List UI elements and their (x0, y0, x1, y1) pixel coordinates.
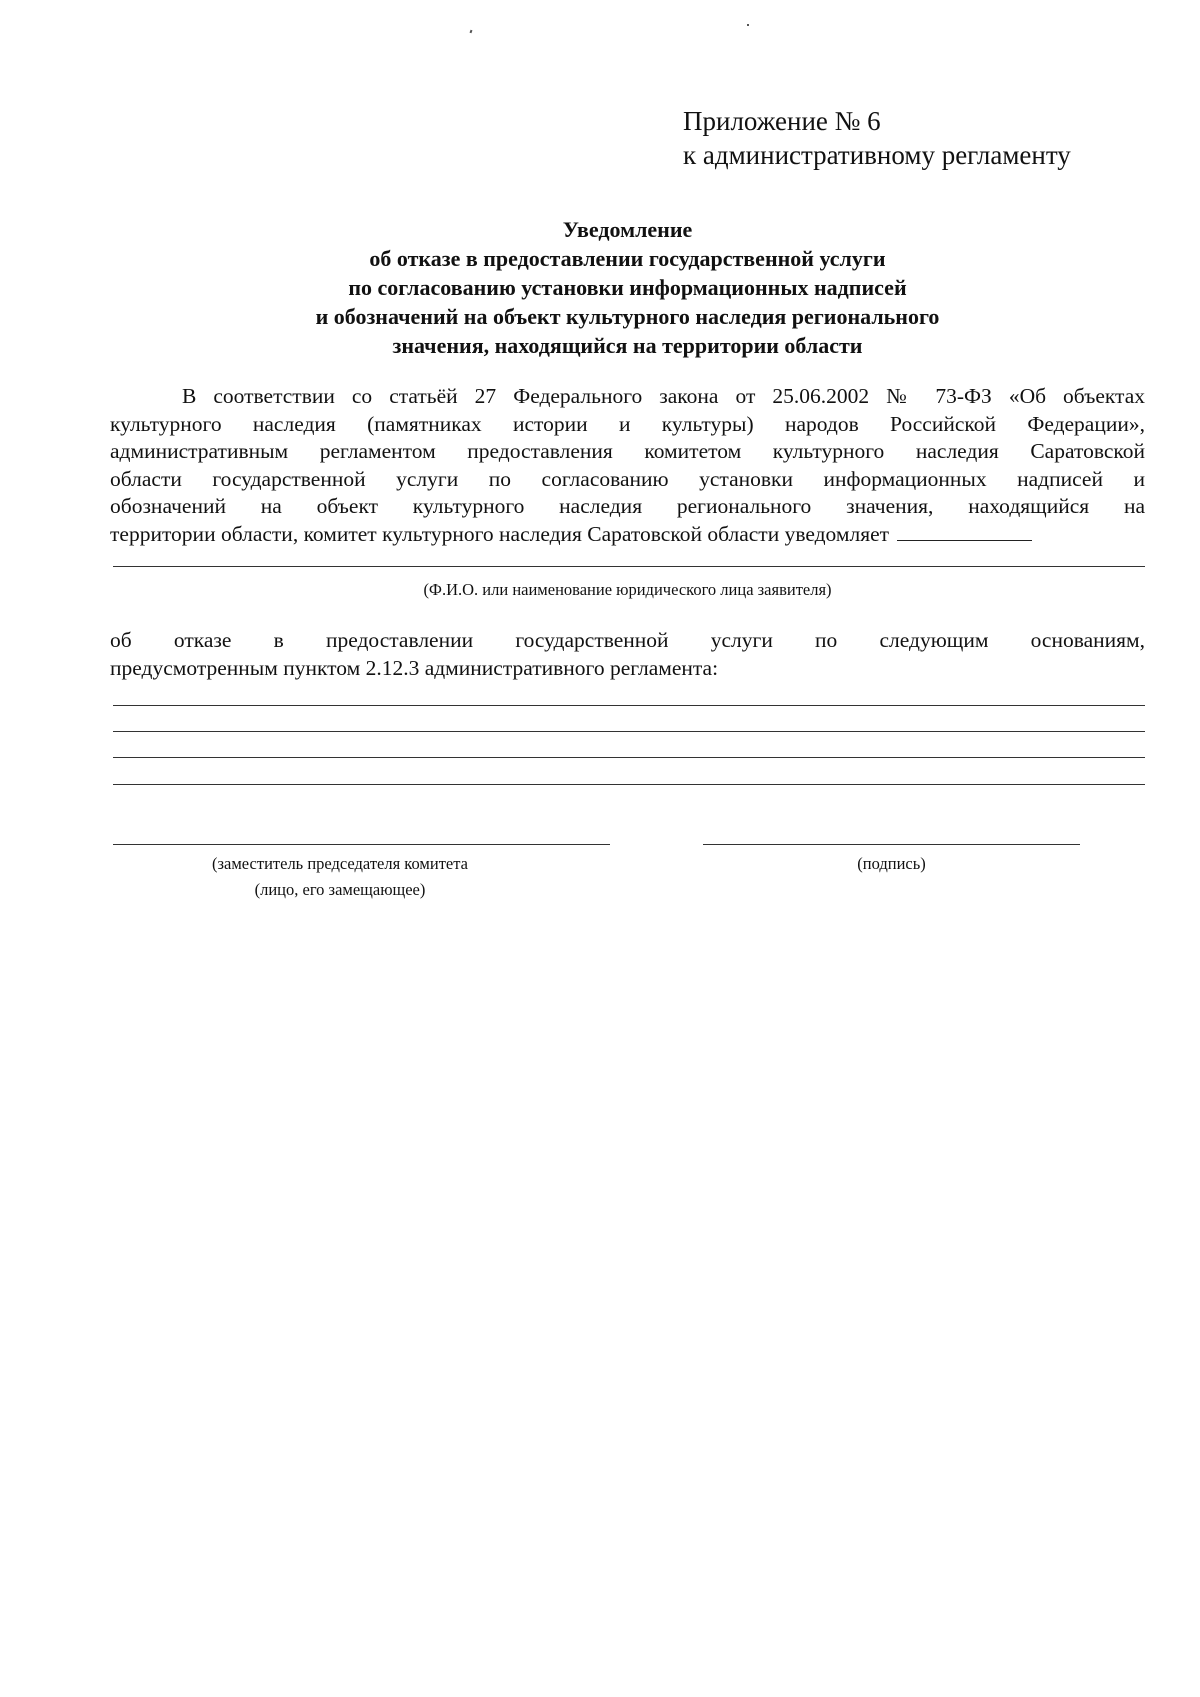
body-line: обозначений на объект культурного наследия регионального значения, находящийся на (110, 494, 1145, 518)
refusal-basis-text (110, 626, 1145, 682)
reason-blank-line (113, 731, 1145, 732)
title-line: по согласованию установки информационных надписей (348, 275, 907, 300)
appendix-header (683, 104, 1071, 172)
appendix-reference: к административному регламенту (683, 140, 1071, 170)
signature-caption: (подпись) (857, 854, 926, 873)
applicant-inline-blank (897, 524, 1032, 541)
reason-blank-line (113, 757, 1145, 758)
official-position-line (113, 844, 610, 845)
position-caption-line: (заместитель председателя комитета (212, 854, 468, 873)
document-title (110, 215, 1145, 360)
title-line: значения, находящийся на территории области (392, 333, 863, 358)
title-line: и обозначений на объект культурного наследия регионального (315, 304, 940, 329)
body-line: области государственной услуги по согласованию установки информационных надписей и (110, 466, 1145, 491)
position-caption-line: (лицо, его замещающее) (254, 880, 426, 899)
basis-line: об отказе в предоставлении государственной услуги по следующим основаниям, (110, 628, 1145, 652)
title-line: Уведомление (562, 217, 693, 242)
official-position-caption (130, 851, 550, 903)
applicant-name-line (113, 566, 1145, 567)
body-line: административным регламентом предоставления комитетом культурного наследия Саратовской (110, 439, 1145, 463)
scan-artifact (747, 24, 749, 26)
scan-artifact (470, 30, 473, 34)
body-line-last (110, 521, 1145, 549)
appendix-number: Приложение № 6 (683, 106, 881, 136)
title-line: об отказе в предоставлении государственной услуги (369, 246, 886, 271)
reason-blank-line (113, 784, 1145, 785)
body-line: В соответствии со статьёй 27 Федерального закона от 25.06.2002 № 73-ФЗ «Об объектах (182, 384, 1145, 408)
applicant-caption: (Ф.И.О. или наименование юридического лица заявителя) (423, 580, 832, 599)
basis-line: предусмотренным пунктом 2.12.3 административного регламента: (110, 656, 719, 680)
notice-body (110, 383, 1145, 548)
reason-blank-line (113, 705, 1145, 706)
body-line: территории области, комитет культурного наследия Саратовской области уведомляет (110, 521, 890, 546)
body-line: культурного наследия (памятниках истории и культуры) народов Российской Федерации», (110, 411, 1145, 436)
signature-line (703, 844, 1080, 845)
